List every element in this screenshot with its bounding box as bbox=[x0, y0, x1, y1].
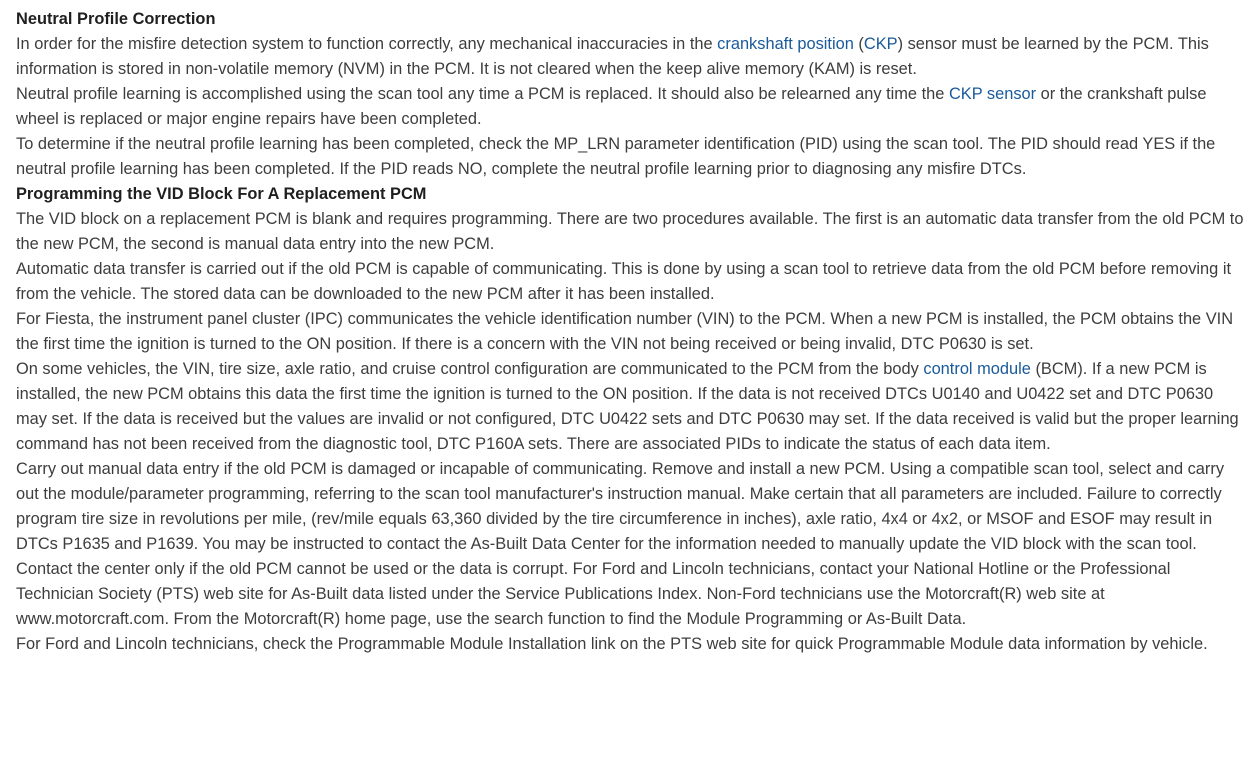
text-run: or the crankshaft pulse wheel is replaced or major engine repairs have been completed. bbox=[16, 85, 1207, 128]
text-run: (BCM). If a new PCM is installed, the new PCM obtains this data the first time the ignition is turned to the ON position. If the data is not received DTCs U0140 and U0422 set and DTC P0630 may set. If the data is received but the values are invalid or not configured, DTC U0422 sets and DTC P0630 may set. If the data received is valid but the proper learning command has not been received from the diagnostic tool, DTC P160A sets. There are associated PIDs to indicate the status of each data item. bbox=[16, 360, 1239, 453]
paragraph-vid-intro: The VID block on a replacement PCM is blank and requires programming. There are two procedures available. The first is an automatic data transfer from the old PCM to the new PCM, the second is manual data entry into the new PCM. bbox=[16, 210, 1244, 253]
paragraph-vid-manual-entry: Carry out manual data entry if the old PCM is damaged or incapable of communicating. Remove and install a new PCM. Using a compatible scan tool, select and carry out the module/parameter programming, referring to the scan tool manufacturer's instruction manual. Make certain that all parameters are included. Failure to correctly program tire size in revolutions per mile, (rev/mile equals 63,360 divided by the tire circumference in inches), axle ratio, 4x4 or 4x2, or MSOF and ESOF may result in DTCs P1635 and P1639. You may be instructed to contact the As-Built Data Center for the information needed to manually update the VID block with the scan tool. Contact the center only if the old PCM cannot be used or the data is corrupt. For Ford and Lincoln technicians, contact your National Hotline or the Professional Technician Society (PTS) web site for As-Built data listed under the Service Publications Index. Non-Ford technicians use the Motorcraft(R) web site at www.motorcraft.com. From the Motorcraft(R) home page, use the search function to find the Module Programming or As-Built Data. bbox=[16, 460, 1225, 628]
document-body bbox=[16, 7, 1246, 657]
paragraph-vid-fiesta: For Fiesta, the instrument panel cluster (IPC) communicates the vehicle identification number (VIN) to the PCM. When a new PCM is installed, the PCM obtains the VIN the first time the ignition is turned to the ON position. If there is a concern with the VIN not being received or being invalid, DTC P0630 is set. bbox=[16, 310, 1234, 353]
link-ckp[interactable]: CKP bbox=[863, 35, 898, 53]
paragraph-vid-automatic-transfer: Automatic data transfer is carried out if the old PCM is capable of communicating. This is done by using a scan tool to retrieve data from the old PCM before removing it from the vehicle. The stored data can be downloaded to the new PCM after it has been installed. bbox=[16, 260, 1232, 303]
text-run: Neutral profile learning is accomplished using the scan tool any time a PCM is replaced. It should also be relearned any time the bbox=[16, 85, 949, 103]
paragraph-vid-pts-link: For Ford and Lincoln technicians, check the Programmable Module Installation link on the PTS web site for quick Programmable Module data information by vehicle. bbox=[16, 635, 1208, 653]
section-heading-vid-block: Programming the VID Block For A Replacement PCM bbox=[16, 185, 427, 203]
text-run: ( bbox=[853, 35, 864, 53]
section-heading-neutral-profile: Neutral Profile Correction bbox=[16, 10, 216, 28]
link-crankshaft-position[interactable]: crankshaft position bbox=[717, 35, 854, 53]
text-run: ) sensor must be learned by the PCM. This information is stored in non-volatile memory (NVM) in the PCM. It is not cleared when the keep alive memory (KAM) is reset. bbox=[16, 35, 1209, 78]
paragraph-vid-bcm bbox=[16, 357, 1246, 457]
link-control-module[interactable]: control module bbox=[923, 360, 1031, 378]
paragraph-neutral-learning bbox=[16, 82, 1246, 132]
paragraph-neutral-intro bbox=[16, 32, 1246, 82]
link-ckp-sensor[interactable]: CKP sensor bbox=[948, 85, 1037, 103]
text-run: On some vehicles, the VIN, tire size, axle ratio, and cruise control configuration are communicated to the PCM from the body bbox=[16, 360, 924, 378]
paragraph-neutral-check-pid: To determine if the neutral profile learning has been completed, check the MP_LRN parameter identification (PID) using the scan tool. The PID should read YES if the neutral profile learning has been completed. If the PID reads NO, complete the neutral profile learning prior to diagnosing any misfire DTCs. bbox=[16, 135, 1216, 178]
text-run: In order for the misfire detection system to function correctly, any mechanical inaccuracies in the bbox=[16, 35, 718, 53]
